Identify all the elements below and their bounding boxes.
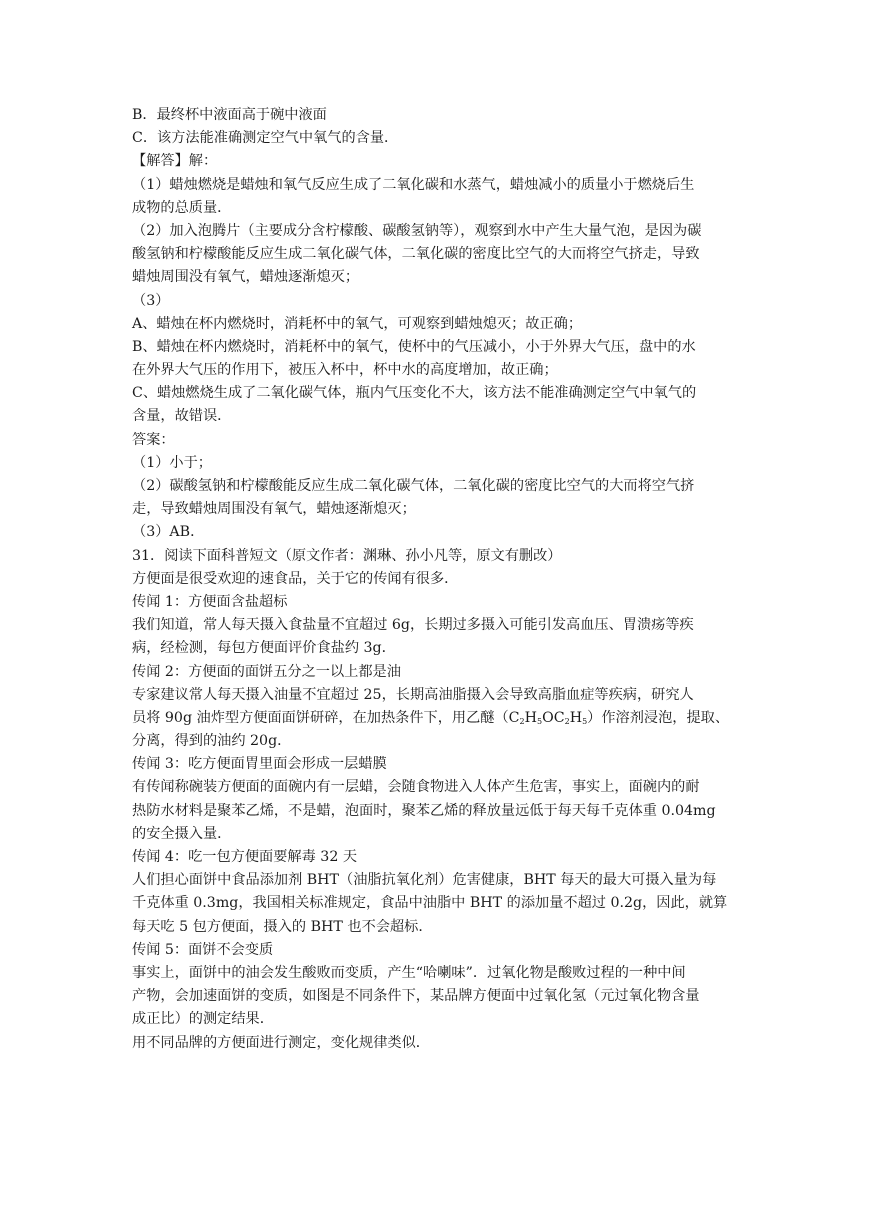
rumor-3-text-line1: 有传闻称碗装方便面的面碗内有一层蜡，会随食物进入人体产生危害，事实上，面碗内的耐 (132, 779, 700, 796)
rumor-2-text-after-formula: ）作溶剂浸泡，提取、 (587, 709, 730, 726)
answer-part1-line2: 成物的总质量． (132, 199, 232, 216)
answer-part3-c-line2: 含量，故错误． (132, 408, 232, 425)
answer-part2-line3: 蜡烛周围没有氧气，蜡烛逐渐熄灭； (132, 269, 360, 286)
rumor-2-text-line2 (132, 707, 744, 730)
rumor-2-heading: 传闻 2：方便面的面饼五分之一以上都是油 (132, 663, 401, 680)
rumor-3-text-line3: 的安全摄入量． (132, 825, 232, 842)
rumor-2-text-before-formula: 员将 90g 油炸型方便面面饼研碎，在加热条件下，用乙醚（ (132, 709, 509, 726)
rumor-1-text-line1: 我们知道，常人每天摄入食盐量不宜超过 6g，长期过多摄入可能引发高血压、胃溃疡等疾 (132, 617, 694, 634)
answer-heading: 【解答】解： (132, 153, 218, 170)
final-answer-2-line1: （2）碳酸氢钠和柠檬酸能反应生成二氧化碳气体，二氧化碳的密度比空气的大而将空气挤 (132, 478, 695, 494)
answer-part3-a: A、蜡烛在杯内燃烧时，消耗杯中的氧气，可观察到蜡烛熄灭；故正确； (132, 315, 583, 332)
rumor-1-heading: 传闻 1：方便面含盐超标 (132, 593, 288, 610)
answer-part3-b-line2: 在外界大气压的作用下，被压入杯中，杯中水的高度增加，故正确； (132, 362, 558, 379)
rumor-5-text-line3: 成正比）的测定结果． (132, 1011, 274, 1028)
answer-part2-line1: （2）加入泡腾片（主要成分含柠檬酸、碳酸氢钠等），观察到水中产生大量气泡，是因为碳 (132, 222, 702, 239)
option-b-line: B．最终杯中液面高于碗中液面 (132, 107, 327, 123)
intro-line: 方便面是很受欢迎的速食品，关于它的传闻有很多． (132, 570, 459, 587)
document-body (132, 104, 744, 1055)
rumor-2-text-line1: 专家建议常人每天摄入油量不宜超过 25，长期高油脂摄入会导致高脂血症等疾病，研究人 (132, 686, 694, 703)
answer-part1-line1: （1）蜡烛燃烧是蜡烛和氧气反应生成了二氧化碳和水蒸气，蜡烛减小的质量小于燃烧后生 (132, 176, 695, 193)
rumor-4-text-line3: 每天吃 5 包方便面，摄入的 BHT 也不会超标． (132, 918, 433, 935)
rumor-4-text-line1: 人们担心面饼中食品添加剂 BHT（油脂抗氧化剂）危害健康，BHT 每天的最大可摄入量为每 (132, 872, 717, 889)
rumor-5-text-line1: 事实上，面饼中的油会发生酸败而变质，产生“哈喇味”．过氧化物是酸败过程的一种中间 (132, 964, 686, 981)
rumor-5-heading: 传闻 5：面饼不会变质 (132, 941, 274, 958)
rumor-5-text-line2: 产物，会加速面饼的变质，如图是不同条件下，某品牌方便面中过氧化氢（元过氧化物含量 (132, 988, 700, 1005)
rumor-4-heading: 传闻 4：吃一包方便面要解毒 32 天 (132, 849, 358, 865)
answer-part3-b-line1: B、蜡烛在杯内燃烧时，消耗杯中的氧气，使杯中的气压减小，小于外界大气压，盘中的水 (132, 338, 696, 355)
closing-line: 用不同品牌的方便面进行测定，变化规律类似． (132, 1034, 430, 1051)
rumor-3-heading: 传闻 3：吃方便面胃里面会形成一层蜡膜 (132, 756, 387, 773)
final-answer-2-line2: 走，导致蜡烛周围没有氧气，蜡烛逐渐熄灭； (132, 501, 416, 518)
rumor-3-text-line2: 热防水材料是聚苯乙烯，不是蜡，泡面时，聚苯乙烯的释放量远低于每天每千克体重 0.04mg (132, 802, 716, 819)
answer-part3-label: （3） (132, 292, 170, 309)
final-answer-heading: 答案： (132, 431, 175, 448)
final-answer-1: （1）小于； (132, 454, 212, 471)
answer-part3-c-line1: C、蜡烛燃烧生成了二氧化碳气体，瓶内气压变化不大，该方法不能准确测定空气中氧气的 (132, 385, 697, 402)
answer-part2-line2: 酸氢钠和柠檬酸能反应生成二氧化碳气体，二氧化碳的密度比空气的大而将空气挤走，导致 (132, 246, 700, 263)
final-answer-3: （3）AB． (132, 524, 205, 541)
rumor-4-text-line2: 千克体重 0.3mg，我国相关标准规定，食品中油脂中 BHT 的添加量不超过 0.2g，因此，就算 (132, 895, 728, 912)
ether-formula: $C_2H_5OC_2H_5$ (508, 709, 588, 726)
option-c-line: C．该方法能准确测定空气中氧气的含量． (132, 130, 399, 147)
question-31-title: 31．阅读下面科普短文（原文作者：渊琳、孙小凡等，原文有删改） (132, 547, 562, 564)
rumor-2-text-line3: 分离，得到的油约 20g． (132, 733, 292, 750)
rumor-1-text-line2: 病，经检测，每包方便面评价食盐约 3g． (132, 640, 396, 657)
